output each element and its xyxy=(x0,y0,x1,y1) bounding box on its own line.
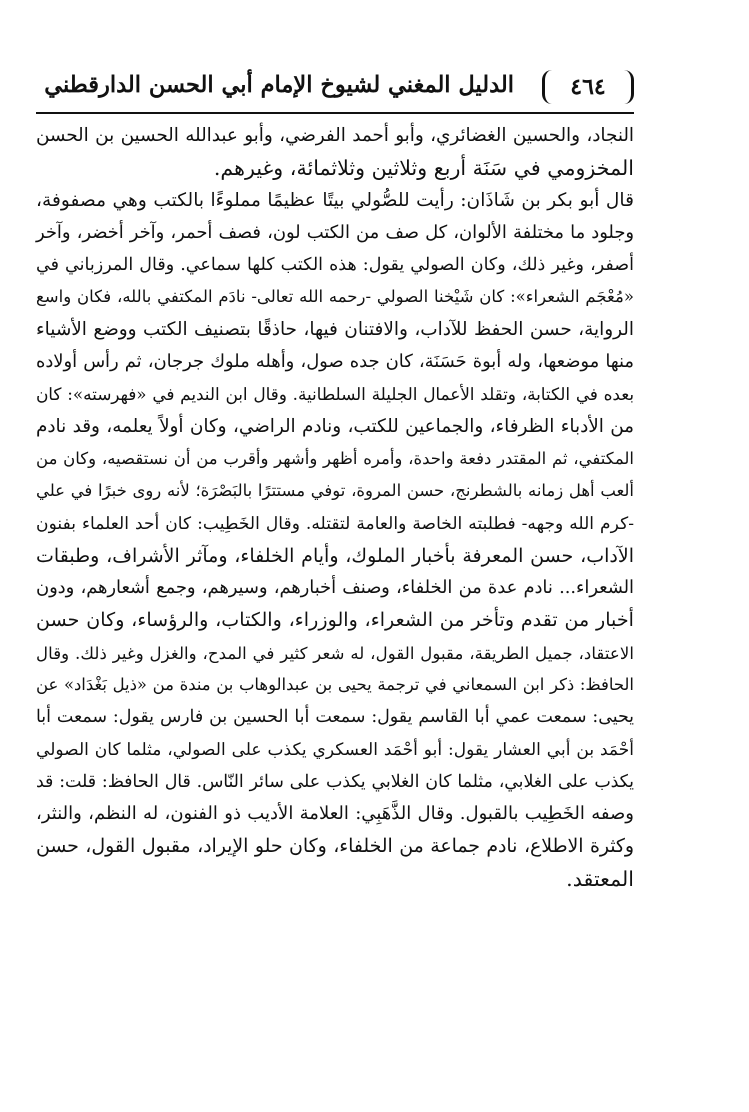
text-line: أصفر، وغير ذلك، وكان الصولي يقول: هذه الكتب كلها سماعي. وقال المرزباني في xyxy=(36,255,634,276)
body-text xyxy=(36,120,634,895)
text-line: بعده في الكتابة، وتقلد الأعمال الجليلة السلطانية. وقال ابن النديم في «فهرسته»: كان xyxy=(36,384,634,405)
text-line: وصفه الخَطِيب بالقبول. وقال الذَّهَبِي: العلامة الأديب ذو الفنون، له النظم، والنثر، xyxy=(36,803,634,825)
text-line: وكثرة الاطلاع، نادم جماعة من الخلفاء، وكان حلو الإيراد، مقبول القول، حسن xyxy=(36,835,634,857)
header-divider xyxy=(36,112,634,114)
text-line: المخزومي في سَنَة أربع وثلاثين وثلاثمائة، وغيرهم. xyxy=(213,156,634,181)
text-line: الآداب، حسن المعرفة بأخبار الملوك، وأيام الخلفاء، ومآثر الأشراف، وطبقات xyxy=(36,544,634,567)
running-title: الدليل المغني لشيوخ الإمام أبي الحسن الدارقطني xyxy=(44,72,514,98)
text-line: الشعراء... نادم عدة من الخلفاء، وصنف أخبارهم، وسيرهم، وجمع أشعارهم، ودون xyxy=(36,577,634,599)
text-line: -كرم الله وجهه- فطلبته الخاصة والعامة لتقتله. وقال الخَطِيب: كان أحد العلماء بفنون xyxy=(36,513,634,534)
text-line: أحْمَد بن أبي العشار يقول: أبو أحْمَد العسكري يكذب على الصولي، مثلما كان الصولي xyxy=(36,739,634,760)
text-line: منها موضعها، وله أبوة حَسَنَة، كان جده صول، وأهله ملوك جرجان، ثم رأس أولاده xyxy=(36,351,634,373)
text-line: وجلود ما مختلفة الألوان، كل صف من الكتب لون، فصف أحمر، وآخر أخضر، وآخر xyxy=(36,221,634,243)
text-line: من الأدباء الظرفاء، والجماعين للكتب، ونادم الراضي، وكان أولاً يعلمه، وقد نادم xyxy=(36,415,634,437)
page-number: ٤٦٤ xyxy=(542,70,634,104)
text-line: النجاد، والحسين الغضائري، وأبو أحمد الفرضي، وأبو عبدالله الحسين بن الحسن xyxy=(36,125,634,146)
text-line: المعتقد. xyxy=(566,866,634,891)
text-line: الاعتقاد، جميل الطريقة، مقبول القول، له شعر كثير في المدح، والغزل وغير ذلك. وقال xyxy=(36,642,634,663)
text-line: ألعب أهل زمانه بالشطرنج، حسن المروة، توفي مستترًا بالبَصْرَة؛ لأنه روى خبرًا في علي xyxy=(36,481,634,501)
text-line: أخبار من تقدم وتأخر من الشعراء، والوزراء، والكتاب، والرؤساء، وكان حسن xyxy=(36,608,634,632)
text-line: المكتفي، ثم المقتدر دفعة واحدة، وأمره أظهر وأشهر وأقرب من أن نستقصيه، وكان من xyxy=(36,448,634,468)
text-line: قال أبو بكر بن شَاذَان: رأيت للصُّولي بيتًا عظيمًا مملوءًا بالكتب وهي مصفوفة، xyxy=(36,189,634,211)
page-header xyxy=(36,66,634,114)
text-line: الرواية، حسن الحفظ للآداب، والافتنان فيها، حاذقًا بتصنيف الكتب ووضع الأشياء xyxy=(36,318,634,340)
text-line: يكذب على الغلابي، مثلما كان الغلابي يكذب على سائر النّاس. قال الحافظ: قلت: قد xyxy=(36,771,634,792)
text-line: يحيى: سمعت عمي أبا القاسم يقول: سمعت أبا الحسين بن فارس يقول: سمعت أبا xyxy=(36,707,634,728)
text-line: «مُعْجَم الشعراء»: كان شَيْخنا الصولي -رحمه الله تعالى- نادَم المكتفي بالله، فكان واسع xyxy=(36,287,634,307)
text-line: الحافظ: ذكر ابن السمعاني في ترجمة يحيى بن عبدالوهاب بن مندة من «ذيل بَغْدَاد» عن xyxy=(36,675,634,695)
